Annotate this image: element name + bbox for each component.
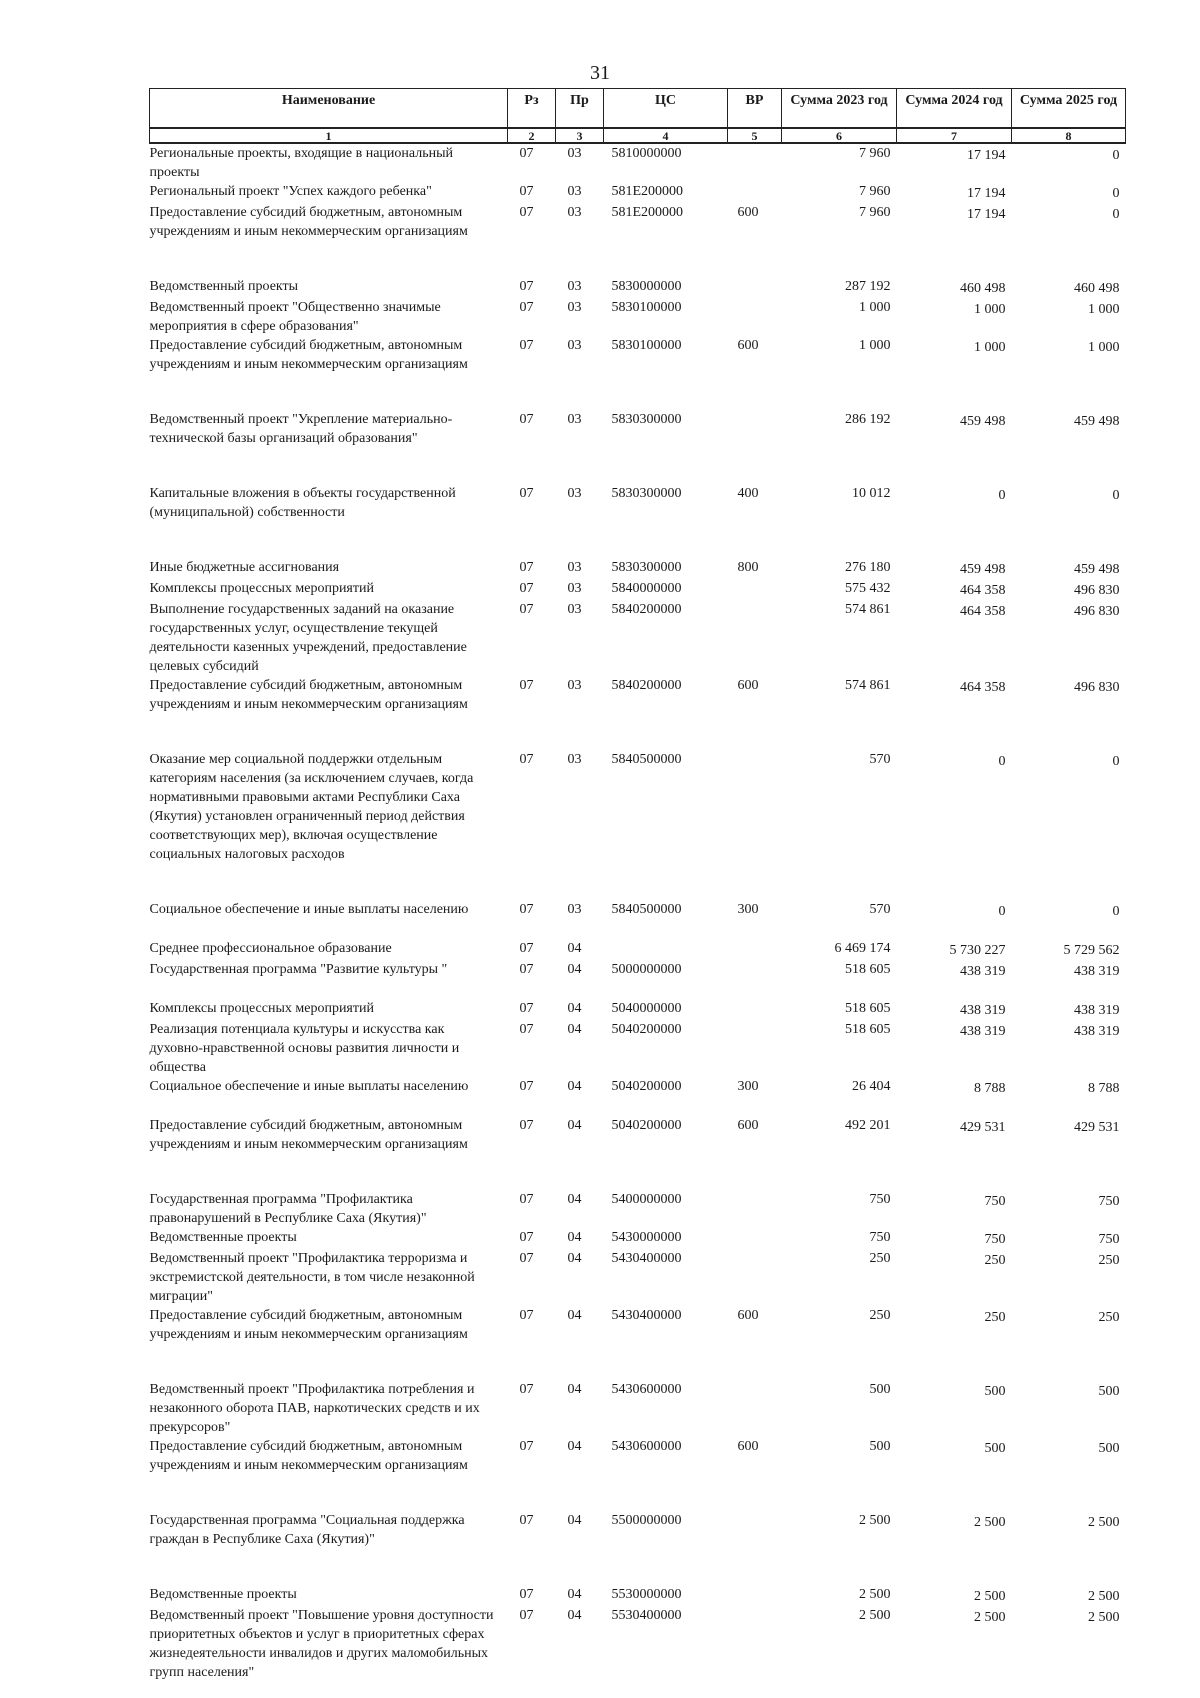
row-vr: 600 xyxy=(737,1439,759,1454)
row-name: Ведомственный проекты xyxy=(149,279,299,294)
row-vr: 600 xyxy=(737,1118,759,1133)
header-name: Наименование xyxy=(150,89,508,129)
header-rz: Рз xyxy=(508,89,556,129)
row-name: Ведомственные проекты xyxy=(149,1587,297,1602)
row-rz: 07 xyxy=(519,1230,534,1245)
row-pr: 03 xyxy=(567,205,582,220)
row-cs: 581E200000 xyxy=(611,205,684,220)
table-row xyxy=(150,999,1126,1020)
row-sum-2025: 0 xyxy=(1112,754,1120,769)
row-cs: 5830100000 xyxy=(611,300,682,315)
row-name: Комплексы процессных мероприятий xyxy=(149,581,374,596)
table-row xyxy=(150,298,1126,336)
table-row xyxy=(150,1437,1126,1511)
row-pr: 04 xyxy=(567,1251,582,1266)
row-sum-2023: 518 605 xyxy=(845,962,891,977)
row-pr: 03 xyxy=(567,602,582,617)
header-cs: ЦС xyxy=(604,89,728,129)
table-row xyxy=(150,1116,1126,1190)
row-sum-2025: 460 498 xyxy=(1074,281,1120,296)
row-name: Реализация потенциала культуры и искусства как духовно-нравственной основы развития личности и общества xyxy=(149,1022,460,1075)
row-sum-2025: 0 xyxy=(1112,904,1120,919)
row-sum-2025: 0 xyxy=(1112,207,1120,222)
row-sum-2025: 459 498 xyxy=(1074,414,1120,429)
table-row xyxy=(150,750,1126,900)
row-name: Ведомственные проекты xyxy=(149,1230,297,1245)
row-sum-2025: 438 319 xyxy=(1074,1024,1120,1039)
header-sum-2025: Сумма 2025 год xyxy=(1012,89,1126,129)
row-cs: 5000000000 xyxy=(611,962,682,977)
row-sum-2024: 500 xyxy=(984,1384,1006,1399)
row-vr xyxy=(728,277,782,298)
row-pr: 04 xyxy=(567,1308,582,1323)
row-sum-2025: 438 319 xyxy=(1074,1003,1120,1018)
row-rz: 07 xyxy=(519,678,534,693)
row-name: Предоставление субсидий бюджетным, автономным учреждениям и иным некоммерческим организациям xyxy=(149,678,468,712)
row-sum-2024: 2 500 xyxy=(974,1610,1006,1625)
row-rz: 07 xyxy=(519,1251,534,1266)
row-cs: 5430400000 xyxy=(611,1308,682,1323)
row-vr xyxy=(728,1249,782,1306)
row-name: Социальное обеспечение и иные выплаты населению xyxy=(149,1079,469,1094)
row-sum-2023: 2 500 xyxy=(859,1513,891,1528)
page-number: 31 xyxy=(590,62,610,84)
row-rz: 07 xyxy=(519,1118,534,1133)
row-vr: 800 xyxy=(737,560,759,575)
row-pr: 03 xyxy=(567,338,582,353)
row-sum-2023: 575 432 xyxy=(845,581,891,596)
row-sum-2024: 8 788 xyxy=(974,1081,1006,1096)
header-vr: ВР xyxy=(728,89,782,129)
column-number: 6 xyxy=(782,128,897,143)
row-cs: 5530000000 xyxy=(611,1587,682,1602)
row-pr: 03 xyxy=(567,678,582,693)
row-pr: 03 xyxy=(567,412,582,427)
row-pr: 04 xyxy=(567,1382,582,1397)
column-number-row xyxy=(150,128,1126,143)
row-name: Капитальные вложения в объекты государственной (муниципальной) собственности xyxy=(149,486,456,520)
row-name: Комплексы процессных мероприятий xyxy=(149,1001,374,1016)
row-sum-2024: 464 358 xyxy=(960,583,1006,598)
table-row xyxy=(150,1228,1126,1249)
row-pr: 03 xyxy=(567,146,582,161)
row-sum-2023: 1 000 xyxy=(859,300,891,315)
row-sum-2023: 500 xyxy=(869,1439,891,1454)
row-sum-2024: 1 000 xyxy=(974,340,1006,355)
row-rz: 07 xyxy=(519,146,534,161)
row-vr xyxy=(728,1020,782,1077)
row-rz: 07 xyxy=(519,486,534,501)
row-sum-2024: 250 xyxy=(984,1310,1006,1325)
row-cs: 5830300000 xyxy=(611,412,682,427)
row-vr xyxy=(728,579,782,600)
row-sum-2023: 1 000 xyxy=(859,338,891,353)
row-sum-2024: 750 xyxy=(984,1232,1006,1247)
row-sum-2023: 250 xyxy=(869,1308,891,1323)
row-sum-2023: 6 469 174 xyxy=(834,941,891,956)
table-row xyxy=(150,1020,1126,1077)
row-name: Ведомственный проект "Повышение уровня доступности приоритетных объектов и услуг в приоритетных сферах жизнедеятельности инвалидов и других маломобильных групп населения" xyxy=(149,1608,494,1680)
column-number: 7 xyxy=(897,128,1012,143)
row-rz: 07 xyxy=(519,1001,534,1016)
row-sum-2023: 574 861 xyxy=(845,602,891,617)
row-sum-2024: 429 531 xyxy=(960,1120,1006,1135)
row-sum-2025: 2 500 xyxy=(1088,1515,1120,1530)
row-pr: 04 xyxy=(567,962,582,977)
row-cs: 5040200000 xyxy=(611,1022,682,1037)
row-sum-2023: 518 605 xyxy=(845,1001,891,1016)
row-sum-2023: 574 861 xyxy=(845,678,891,693)
row-sum-2025: 496 830 xyxy=(1074,604,1120,619)
row-vr xyxy=(728,410,782,484)
row-rz: 07 xyxy=(519,581,534,596)
row-cs: 5430000000 xyxy=(611,1230,682,1245)
row-cs: 5830300000 xyxy=(611,560,682,575)
row-sum-2025: 496 830 xyxy=(1074,680,1120,695)
row-sum-2025: 0 xyxy=(1112,186,1120,201)
row-cs: 5430600000 xyxy=(611,1439,682,1454)
row-sum-2024: 17 194 xyxy=(967,186,1006,201)
row-sum-2024: 459 498 xyxy=(960,562,1006,577)
row-rz: 07 xyxy=(519,941,534,956)
row-cs: 5830000000 xyxy=(611,279,682,294)
row-sum-2023: 276 180 xyxy=(845,560,891,575)
row-sum-2025: 438 319 xyxy=(1074,964,1120,979)
row-rz: 07 xyxy=(519,1308,534,1323)
row-name: Государственная программа "Социальная поддержка граждан в Республике Саха (Якутия)" xyxy=(149,1513,465,1547)
row-cs: 5500000000 xyxy=(611,1513,682,1528)
row-vr xyxy=(728,1511,782,1585)
table-row xyxy=(150,203,1126,277)
row-cs: 5530400000 xyxy=(611,1608,682,1623)
row-vr xyxy=(728,1606,782,1682)
row-pr: 04 xyxy=(567,1118,582,1133)
row-rz: 07 xyxy=(519,184,534,199)
row-sum-2024: 0 xyxy=(998,904,1006,919)
row-sum-2025: 750 xyxy=(1098,1194,1120,1209)
row-cs: 5830300000 xyxy=(611,486,682,501)
row-sum-2025: 0 xyxy=(1112,488,1120,503)
table-row xyxy=(150,1511,1126,1585)
row-pr: 03 xyxy=(567,300,582,315)
row-sum-2023: 492 201 xyxy=(845,1118,891,1133)
row-vr xyxy=(728,1380,782,1437)
row-sum-2024: 250 xyxy=(984,1253,1006,1268)
table-row xyxy=(150,1190,1126,1228)
row-rz: 07 xyxy=(519,338,534,353)
row-cs: 5830100000 xyxy=(611,338,682,353)
row-name: Иные бюджетные ассигнования xyxy=(149,560,340,575)
table-row xyxy=(150,600,1126,676)
table-row xyxy=(150,558,1126,579)
row-cs: 5040200000 xyxy=(611,1079,682,1094)
row-pr: 03 xyxy=(567,486,582,501)
row-name: Ведомственный проект "Укрепление материально-технической базы организаций образования" xyxy=(149,412,453,446)
row-sum-2024: 17 194 xyxy=(967,207,1006,222)
row-sum-2024: 438 319 xyxy=(960,964,1006,979)
row-pr: 04 xyxy=(567,1587,582,1602)
budget-table xyxy=(149,88,1126,1682)
row-sum-2025: 459 498 xyxy=(1074,562,1120,577)
row-name: Предоставление субсидий бюджетным, автономным учреждениям и иным некоммерческим организациям xyxy=(149,1308,468,1342)
table-row xyxy=(150,410,1126,484)
table-row xyxy=(150,676,1126,750)
row-rz: 07 xyxy=(519,412,534,427)
row-pr: 03 xyxy=(567,752,582,767)
row-rz: 07 xyxy=(519,1587,534,1602)
row-vr xyxy=(728,600,782,676)
column-number: 4 xyxy=(604,128,728,143)
row-cs: 581E200000 xyxy=(611,184,684,199)
row-sum-2024: 438 319 xyxy=(960,1003,1006,1018)
row-name: Региональный проект "Успех каждого ребенка" xyxy=(149,184,432,199)
row-sum-2025: 500 xyxy=(1098,1384,1120,1399)
row-cs: 5430600000 xyxy=(611,1382,682,1397)
row-cs: 5430400000 xyxy=(611,1251,682,1266)
row-vr: 600 xyxy=(737,1308,759,1323)
row-rz: 07 xyxy=(519,962,534,977)
row-sum-2024: 2 500 xyxy=(974,1589,1006,1604)
row-rz: 07 xyxy=(519,300,534,315)
row-vr: 300 xyxy=(737,1079,759,1094)
header-sum-2023: Сумма 2023 год xyxy=(782,89,897,129)
row-vr xyxy=(728,182,782,203)
row-cs: 5040000000 xyxy=(611,1001,682,1016)
row-name: Среднее профессиональное образование xyxy=(149,941,392,956)
column-number: 5 xyxy=(728,128,782,143)
row-pr: 04 xyxy=(567,1513,582,1528)
table-row xyxy=(150,182,1126,203)
table-row xyxy=(150,1380,1126,1437)
row-rz: 07 xyxy=(519,279,534,294)
row-cs: 5040200000 xyxy=(611,1118,682,1133)
row-cs: 5840500000 xyxy=(611,902,682,917)
row-vr: 400 xyxy=(737,486,759,501)
row-sum-2025: 1 000 xyxy=(1088,340,1120,355)
row-vr xyxy=(728,1228,782,1249)
row-sum-2024: 17 194 xyxy=(967,148,1006,163)
row-vr xyxy=(728,999,782,1020)
row-sum-2024: 464 358 xyxy=(960,680,1006,695)
row-sum-2023: 2 500 xyxy=(859,1587,891,1602)
row-name: Предоставление субсидий бюджетным, автономным учреждениям и иным некоммерческим организациям xyxy=(149,1439,468,1473)
header-pr: Пр xyxy=(556,89,604,129)
row-sum-2025: 250 xyxy=(1098,1310,1120,1325)
row-sum-2025: 0 xyxy=(1112,148,1120,163)
row-pr: 04 xyxy=(567,1001,582,1016)
row-pr: 03 xyxy=(567,184,582,199)
row-name: Социальное обеспечение и иные выплаты населению xyxy=(149,902,469,917)
row-pr: 04 xyxy=(567,1608,582,1623)
row-sum-2023: 750 xyxy=(869,1230,891,1245)
row-rz: 07 xyxy=(519,1382,534,1397)
row-sum-2024: 500 xyxy=(984,1441,1006,1456)
row-sum-2023: 287 192 xyxy=(845,279,891,294)
row-sum-2023: 286 192 xyxy=(845,412,891,427)
row-pr: 03 xyxy=(567,279,582,294)
column-number: 1 xyxy=(150,128,508,143)
row-name: Оказание мер социальной поддержки отдельным категориям населения (за исключением случаев, когда нормативными правовыми актами Республики Саха (Якутия) установлен ограниченный период действия соответствующих мер), включая осуществление социальных налоговых расходов xyxy=(149,752,474,862)
row-rz: 07 xyxy=(519,1608,534,1623)
row-sum-2023: 26 404 xyxy=(852,1079,891,1094)
row-sum-2024: 1 000 xyxy=(974,302,1006,317)
row-sum-2024: 5 730 227 xyxy=(949,943,1006,958)
row-rz: 07 xyxy=(519,752,534,767)
row-sum-2025: 8 788 xyxy=(1088,1081,1120,1096)
row-cs: 5810000000 xyxy=(611,146,682,161)
row-name: Предоставление субсидий бюджетным, автономным учреждениям и иным некоммерческим организациям xyxy=(149,1118,468,1152)
row-pr: 04 xyxy=(567,1192,582,1207)
row-rz: 07 xyxy=(519,1439,534,1454)
row-sum-2023: 518 605 xyxy=(845,1022,891,1037)
table-row xyxy=(150,900,1126,939)
row-vr xyxy=(728,298,782,336)
table-row xyxy=(150,484,1126,558)
row-name: Ведомственный проект "Профилактика терроризма и экстремистской деятельности, в том числе незаконной миграции" xyxy=(149,1251,475,1304)
row-vr xyxy=(728,143,782,182)
table-row xyxy=(150,277,1126,298)
table-row xyxy=(150,1077,1126,1116)
row-sum-2023: 570 xyxy=(869,752,891,767)
row-sum-2025: 2 500 xyxy=(1088,1589,1120,1604)
table-row xyxy=(150,579,1126,600)
row-name: Ведомственный проект "Общественно значимые мероприятия в сфере образования" xyxy=(149,300,441,334)
row-sum-2023: 7 960 xyxy=(859,146,891,161)
row-sum-2024: 2 500 xyxy=(974,1515,1006,1530)
table-row xyxy=(150,336,1126,410)
row-rz: 07 xyxy=(519,602,534,617)
row-vr xyxy=(728,750,782,900)
column-number: 2 xyxy=(508,128,556,143)
row-sum-2023: 750 xyxy=(869,1192,891,1207)
header-sum-2024: Сумма 2024 год xyxy=(897,89,1012,129)
row-sum-2023: 250 xyxy=(869,1251,891,1266)
row-rz: 07 xyxy=(519,1192,534,1207)
column-number: 8 xyxy=(1012,128,1126,143)
table-row xyxy=(150,960,1126,999)
row-cs xyxy=(604,939,728,960)
row-sum-2025: 500 xyxy=(1098,1441,1120,1456)
row-name: Государственная программа "Профилактика правонарушений в Республике Саха (Якутия)" xyxy=(149,1192,427,1226)
row-vr xyxy=(728,960,782,999)
row-pr: 04 xyxy=(567,1079,582,1094)
table-body xyxy=(150,143,1126,1682)
row-sum-2025: 1 000 xyxy=(1088,302,1120,317)
row-name: Региональные проекты, входящие в национальный проекты xyxy=(149,146,453,180)
row-rz: 07 xyxy=(519,1079,534,1094)
row-sum-2024: 0 xyxy=(998,754,1006,769)
row-pr: 04 xyxy=(567,1230,582,1245)
row-sum-2023: 7 960 xyxy=(859,184,891,199)
row-sum-2023: 10 012 xyxy=(852,486,891,501)
row-rz: 07 xyxy=(519,902,534,917)
row-vr: 300 xyxy=(737,902,759,917)
row-sum-2025: 5 729 562 xyxy=(1063,943,1120,958)
row-sum-2024: 750 xyxy=(984,1194,1006,1209)
row-vr: 600 xyxy=(737,205,759,220)
table-row xyxy=(150,1606,1126,1682)
row-rz: 07 xyxy=(519,1022,534,1037)
row-sum-2025: 750 xyxy=(1098,1232,1120,1247)
row-rz: 07 xyxy=(519,205,534,220)
row-sum-2025: 250 xyxy=(1098,1253,1120,1268)
row-pr: 04 xyxy=(567,941,582,956)
row-vr xyxy=(728,939,782,960)
row-rz: 07 xyxy=(519,1513,534,1528)
row-pr: 03 xyxy=(567,902,582,917)
table-row xyxy=(150,1249,1126,1306)
row-pr: 03 xyxy=(567,560,582,575)
row-vr: 600 xyxy=(737,338,759,353)
table-row xyxy=(150,1306,1126,1380)
row-sum-2024: 438 319 xyxy=(960,1024,1006,1039)
row-sum-2025: 429 531 xyxy=(1074,1120,1120,1135)
row-sum-2024: 0 xyxy=(998,488,1006,503)
row-vr xyxy=(728,1585,782,1606)
row-rz: 07 xyxy=(519,560,534,575)
table-row xyxy=(150,1585,1126,1606)
row-pr: 04 xyxy=(567,1022,582,1037)
row-sum-2024: 460 498 xyxy=(960,281,1006,296)
row-name: Предоставление субсидий бюджетным, автономным учреждениям и иным некоммерческим организациям xyxy=(149,338,468,372)
row-sum-2023: 7 960 xyxy=(859,205,891,220)
table-row xyxy=(150,143,1126,182)
row-cs: 5840500000 xyxy=(611,752,682,767)
row-cs: 5840200000 xyxy=(611,678,682,693)
row-sum-2025: 2 500 xyxy=(1088,1610,1120,1625)
row-sum-2023: 2 500 xyxy=(859,1608,891,1623)
row-name: Ведомственный проект "Профилактика потребления и незаконного оборота ПАВ, наркотических средств и их прекурсоров" xyxy=(149,1382,480,1435)
table-row xyxy=(150,939,1126,960)
budget-sheet xyxy=(149,88,1125,1682)
row-name: Выполнение государственных заданий на оказание государственных услуг, осуществление текущей деятельности казенных учреждений, предоставление целевых субсидий xyxy=(149,602,467,674)
row-pr: 03 xyxy=(567,581,582,596)
row-cs: 5840000000 xyxy=(611,581,682,596)
table-header-row xyxy=(150,89,1126,129)
row-cs: 5840200000 xyxy=(611,602,682,617)
row-sum-2023: 570 xyxy=(869,902,891,917)
column-number: 3 xyxy=(556,128,604,143)
row-vr: 600 xyxy=(737,678,759,693)
row-name: Государственная программа "Развитие культуры " xyxy=(149,962,448,977)
row-sum-2024: 464 358 xyxy=(960,604,1006,619)
row-vr xyxy=(728,1190,782,1228)
row-pr: 04 xyxy=(567,1439,582,1454)
row-sum-2023: 500 xyxy=(869,1382,891,1397)
row-name: Предоставление субсидий бюджетным, автономным учреждениям и иным некоммерческим организациям xyxy=(149,205,468,239)
row-cs: 5400000000 xyxy=(611,1192,682,1207)
row-sum-2025: 496 830 xyxy=(1074,583,1120,598)
row-sum-2024: 459 498 xyxy=(960,414,1006,429)
